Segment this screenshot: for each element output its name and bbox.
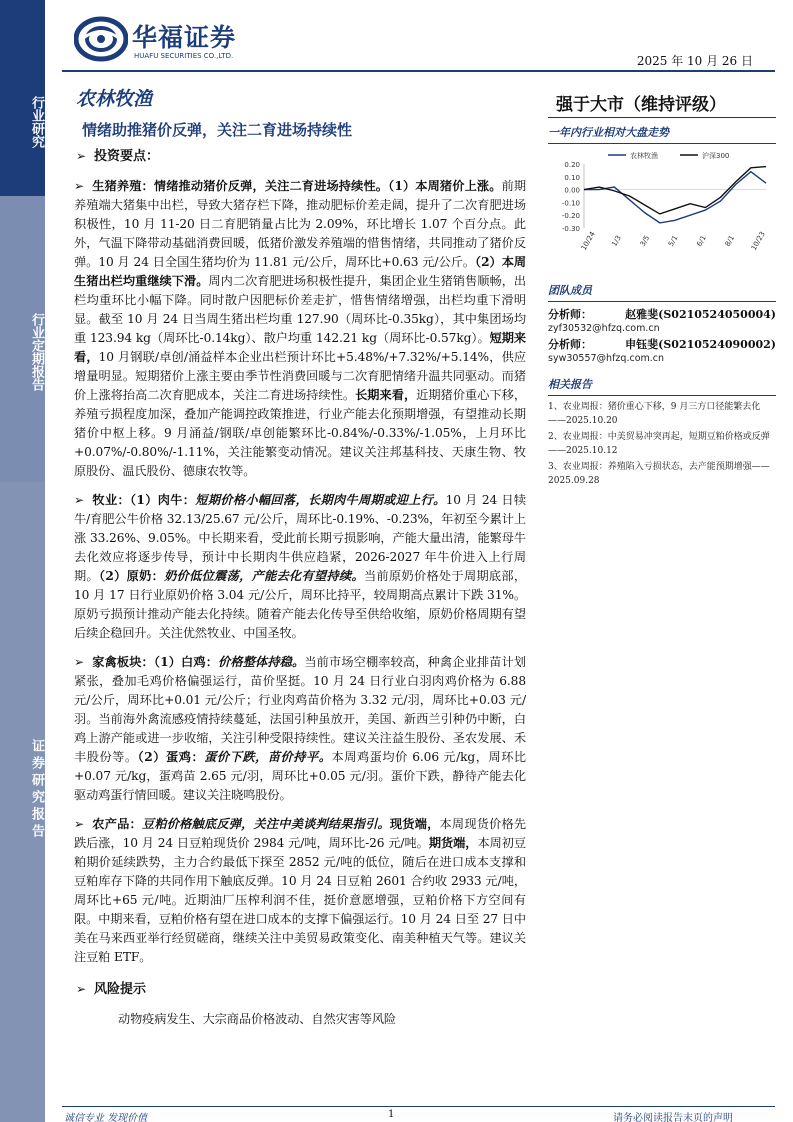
poultry-lead-2: （2）蛋鸡： [137, 750, 205, 764]
arrow-bullet-icon: ➢ [74, 179, 84, 193]
x-tick-label: 8/1 [723, 234, 737, 248]
paragraph-hog [74, 177, 526, 481]
related-report-item[interactable]: 1、农业周报：猪价重心下移，9 月三方口径能繁去化——2025.10.20 [548, 402, 761, 426]
poultry-body-2: 本周鸡蛋均价 6.06 元/kg，周环比+0.07 元/kg，蛋鸡苗 2.65 元/羽，周环比+0.05 元/羽。蛋价下跌，静待产能去化驱动鸡蛋行情回暖。建议关注晓鸣股份。 [74, 750, 527, 802]
analyst-1-role: 分析师： [548, 308, 592, 321]
report-date: 2025 年 10 月 26 日 [636, 54, 753, 68]
related-reports-list [548, 400, 776, 488]
analyst-2 [548, 338, 776, 366]
side-label-periodic-report: 行业定期报告 [29, 313, 44, 391]
side-label-securities-research: 证券研究报告 [29, 739, 44, 841]
analyst-2-role: 分析师： [548, 338, 592, 351]
brand-logo-icon [74, 16, 128, 62]
related-report-item[interactable]: 3、农业周报：养殖陷入亏损状态，去产能预期增强——2025.09.28 [548, 462, 770, 486]
investment-highlights-heading: ➢ 投资要点： [76, 146, 526, 167]
related-report-item[interactable]: 2、农业周报：中美贸易冲突再起，短期豆粕价格或反弹——2025.10.12 [548, 432, 770, 456]
header-divider [62, 70, 775, 72]
poultry-body: 当前市场空棚率较高，种禽企业排苗计划紧张，叠加毛鸡价格偏强运行，苗价坚挺。10 月 24 日行业白羽肉鸡价格为 6.88 元/公斤，周环比+0.01 元/公斤；行业肉鸡苗价格为 3.32 元/羽，周环比+0.03 元/羽。当前海外禽流感疫情持续蔓延，法国引种虽放开，美国、新西兰引种仍中断，白鸡上游产能或进一步收缩，关注引种受限持续性。建议关注益生股份、圣农发展、禾丰股份等。 [74, 655, 526, 764]
brand-logo [74, 16, 274, 66]
x-tick-label: 10/24 [579, 230, 597, 252]
poultry-lead-italic: 价格整体持稳。 [218, 655, 305, 669]
analyst-1-row [548, 308, 776, 322]
poultry-lead-2-italic: 蛋价下跌，苗价持平。 [204, 750, 332, 764]
paragraph-livestock [74, 491, 526, 643]
y-tick-label: -0.20 [561, 212, 580, 221]
agri-lead-italic: 豆粕价格触底反弹，关注中美谈判结果指引。 [141, 817, 390, 831]
main-content [74, 146, 526, 1029]
industry-title: 农林牧渔 [76, 88, 153, 110]
analyst-1 [548, 308, 776, 336]
x-tick-label: 5/1 [666, 234, 680, 248]
analyst-1-email[interactable]: zyf30532@hfzq.com.cn [548, 323, 660, 334]
livestock-body-2: 当前原奶价格处于周期底部，10 月 17 日行业原奶价格 3.04 元/公斤，周环比持平，较周期高点累计下跌 31%。原奶亏损预计推动产能去化持续。随着产能去化传导至供给收缩，原奶价格周期有望后续企稳回升。关注优然牧业、中国圣牧。 [74, 569, 527, 640]
legend-label: 沪深300 [702, 152, 730, 160]
relative-performance-chart-svg [548, 150, 776, 262]
analyst-2-name: 申钰斐(S0210524090002) [625, 338, 776, 351]
y-tick-label: 0.10 [564, 173, 580, 182]
hog-body-3: 10 月钢联/卓创/涌益样本企业出栏预计环比+5.48%/+7.32%/+5.14%，供应增量明显。短期猪价上涨主要由季节性消费回暖与二次育肥情绪升温共同驱动。而猪价上涨将抬高二次育肥成本，关注二育进场持续性。 [74, 350, 526, 402]
arrow-bullet-icon: ➢ [74, 817, 84, 831]
related-reports-title: 相关报告 [548, 378, 592, 391]
footer-divider [62, 1106, 775, 1107]
livestock-lead-2-italic: 奶价低位震荡，产能去化有望持续。 [164, 569, 365, 583]
page-number: 1 [388, 1109, 395, 1120]
analyst-2-row [548, 338, 776, 352]
report-headline: 情绪助推猪价反弹，关注二育进场持续性 [82, 121, 353, 139]
brand-name-cn: 华福证券 [132, 23, 237, 52]
team-title: 团队成员 [548, 284, 592, 297]
livestock-lead: 牧业：（1）肉牛： [92, 493, 196, 507]
y-tick-label: 0.20 [564, 161, 580, 169]
arrow-bullet-icon: ➢ [74, 493, 84, 507]
analyst-2-email[interactable]: syw30557@hfzq.com.cn [548, 353, 665, 364]
paragraph-agri-products [74, 815, 526, 967]
livestock-body: 10 月 24 日犊牛/育肥公牛价格 32.13/25.67 元/公斤，周环比-0.19%、-0.23%，年初至今累计上涨 33.26%、9.05%。中长期来看，受此前长期亏损影响，产能大量出清，能繁母牛去化效应将逐步传导，预计中长期肉牛供应趋紧，2026-2027 年牛价进入上行周期。 [74, 493, 527, 583]
y-tick-label: -0.30 [561, 225, 580, 233]
x-tick-label: 3/5 [638, 234, 652, 248]
series-line [584, 167, 766, 214]
hog-lead-3: 短期来看， [74, 331, 526, 364]
livestock-lead-italic: 短期价格小幅回落，长期肉牛周期或迎上行。 [195, 493, 446, 507]
chart-title-divider [548, 143, 776, 144]
x-tick-label: 1/3 [610, 234, 623, 248]
livestock-lead-2: （2）原奶： [98, 569, 165, 583]
analyst-1-name: 赵雅斐(S0210524050004) [625, 308, 776, 321]
side-label-industry-research: 行业研究 [29, 96, 44, 148]
industry-rating: 强于大市（维持评级） [556, 95, 726, 115]
side-band [0, 0, 45, 1122]
arrow-bullet-icon: ➢ [74, 655, 84, 669]
footer-disclaimer: 请务必阅读报告末页的声明 [613, 1113, 733, 1122]
x-tick-label: 10/23 [749, 230, 767, 252]
hog-lead: 生猪养殖：情绪推动猪价反弹，关注二育进场持续性。（1）本周猪价上涨。 [92, 179, 502, 193]
hog-body-4: 近期猪价重心下移，养殖亏损程度加深，叠加产能调控政策推进，行业产能去化预期增强，有望推动长期猪价中枢上移。9 月涌益/钢联/卓创能繁环比-0.84%/-0.33%/-1.05%，上月环比+0.07%/-0.80%/-1.11%，关注能繁变动情况。建议关注邦基科技、天康生物、牧原股份、温氏股份、德康农牧等。 [74, 388, 527, 478]
risk-body: 动物疫病发生、大宗商品价格波动、自然灾害等风险 [118, 1012, 397, 1026]
hog-body-2: 周内二次育肥进场积极性提升，集团企业生猪销售顺畅，出栏均重环比小幅下降。同时散户因肥标价差走扩，惜售情绪增强，出栏均重下滑明显。截至 10 月 24 日当周生猪出栏均重 127.90（周环比-0.35kg），其中集团场均重 123.94 kg（周环比-0.14kg）、散户均重 142.21 kg（周环比-0.57kg）。 [74, 274, 526, 345]
paragraph-poultry [74, 653, 526, 805]
brand-name-en: HUAFU SECURITIES CO.,LTD. [134, 52, 234, 60]
risk-heading: ➢ 风险提示 [76, 979, 526, 1000]
agri-body-2: 本周初豆粕期价延续跌势，主力合约最低下探至 2852 元/吨的低位，随后在进口成本支撑和豆粕库存下降的共同作用下触底反弹。10 月 24 日豆粕 2601 合约收 2933 元/吨，周环比+65 元/吨。近期油厂压榨利润不佳，挺价意愿增强，豆粕价格下方空间有限。中期来看，豆粕价格有望在进口成本的支撑下偏强运行。10 月 24 日至 27 日中美在马来西亚举行经贸磋商，继续关注中美贸易政策变化、南美种植天气等。建议关注豆粕 ETF。 [74, 836, 527, 964]
hog-body: 前期养殖端大猪集中出栏，导致大猪存栏下降，推动肥标价差走阔，提升了二次育肥进场积极性，10 月 11-20 日二育肥销量占比为 2.09%，环比增长 1.07 个百分点。此外，气温下降带动基础消费回暖，低猪价激发养殖端的惜售情绪，共同推动了猪价反弹。10 月 24 日全国生猪均价为 11.81 元/公斤，周环比+0.63 元/公斤。 [74, 179, 526, 269]
agri-body: 本周现货价格先跌后涨，10 月 24 日豆粕现货价 2984 元/吨，周环比-26 元/吨。 [74, 817, 526, 850]
arrow-bullet-icon: ➢ [76, 982, 87, 996]
sidebar [548, 118, 776, 488]
agri-lead-3: 期货端， [428, 836, 478, 850]
legend-label: 农林牧渔 [630, 152, 658, 160]
team-title-divider [548, 301, 776, 302]
agri-lead: 农产品： [92, 817, 142, 831]
relative-performance-chart [548, 150, 776, 262]
hog-lead-4: 长期来看， [355, 388, 417, 402]
chart-title: 一年内行业相对大盘走势 [548, 126, 669, 139]
y-tick-label: -0.10 [561, 199, 580, 208]
y-tick-label: 0.00 [564, 186, 580, 195]
related-reports-divider [548, 395, 776, 396]
hog-lead-2: （2）本周生猪出栏均重继续下滑。 [74, 255, 526, 288]
footer-slogan: 诚信专业 发现价值 [64, 1113, 148, 1122]
x-tick-label: 6/1 [695, 234, 708, 248]
arrow-bullet-icon: ➢ [76, 149, 87, 163]
poultry-lead: 家禽板块：（1）白鸡： [92, 655, 219, 669]
agri-lead-2: 现货端， [389, 817, 440, 831]
